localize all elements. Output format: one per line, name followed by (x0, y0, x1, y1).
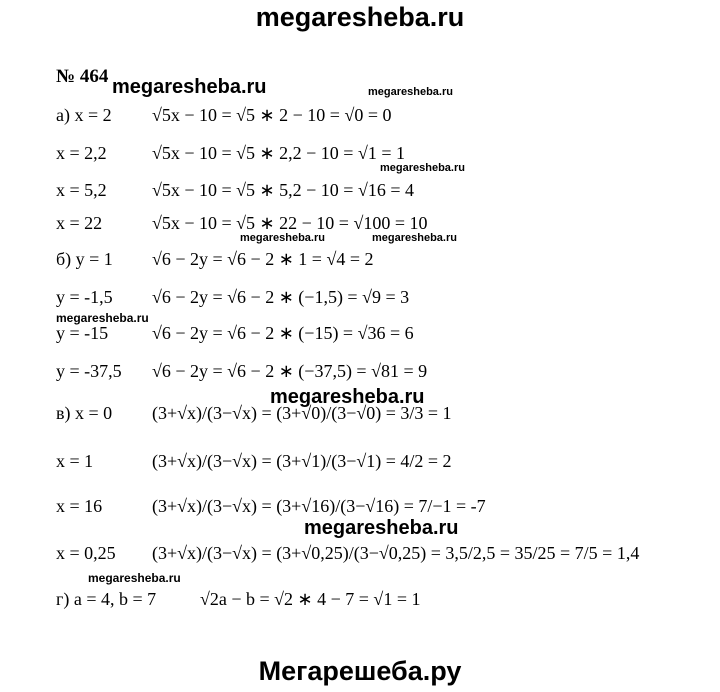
problem-label: x = 22 (56, 213, 103, 233)
problem-expression: (3+√x)/(3−√x) = (3+√1)/(3−√1) = 4/2 = 2 (152, 451, 452, 471)
watermark: megaresheba.ru (240, 232, 325, 244)
problem-label: y = -15 (56, 323, 109, 343)
watermark: megaresheba.ru (270, 386, 425, 408)
watermark: megaresheba.ru (56, 311, 149, 325)
watermark: megaresheba.ru (88, 571, 181, 585)
problem-label: y = -37,5 (56, 361, 122, 381)
watermark: megaresheba.ru (380, 162, 465, 174)
watermark: megaresheba.ru (372, 232, 457, 244)
watermark: megaresheba.ru (304, 517, 459, 539)
problem-label: y = -1,5 (56, 287, 113, 307)
footer-watermark: Мегарешеба.ру (258, 656, 462, 686)
problem-label: в) x = 0 (56, 403, 113, 423)
header-watermark: megaresheba.ru (255, 2, 465, 32)
watermark: megaresheba.ru (368, 86, 453, 98)
problem-expression: √2a − b = √2 ∗ 4 − 7 = √1 = 1 (200, 589, 421, 609)
problem-expression: (3+√x)/(3−√x) = (3+√0,25)/(3−√0,25) = 3,5/2,5 = 35/25 = 7/5 = 1,4 (152, 543, 640, 563)
problem-label: x = 5,2 (56, 180, 107, 200)
problem-expression: √6 − 2y = √6 − 2 ∗ (−15) = √36 = 6 (152, 323, 414, 343)
problem-label: x = 16 (56, 496, 103, 516)
problem-expression: (3+√x)/(3−√x) = (3+√0)/(3−√0) = 3/3 = 1 (152, 403, 452, 423)
problem-expression: √6 − 2y = √6 − 2 ∗ 1 = √4 = 2 (152, 249, 374, 269)
problem-label: б) y = 1 (56, 249, 113, 269)
problem-label: x = 0,25 (56, 543, 116, 563)
problem-expression: (3+√x)/(3−√x) = (3+√16)/(3−√16) = 7/−1 = -7 (152, 496, 486, 516)
problem-label: x = 2,2 (56, 143, 107, 163)
problem-expression: √5x − 10 = √5 ∗ 2,2 − 10 = √1 = 1 (152, 143, 405, 163)
problem-expression: √6 − 2y = √6 − 2 ∗ (−1,5) = √9 = 3 (152, 287, 410, 307)
problem-expression: √5x − 10 = √5 ∗ 22 − 10 = √100 = 10 (152, 213, 428, 233)
problem-number: № 464 (56, 66, 109, 87)
watermark: megaresheba.ru (112, 76, 267, 98)
problem-label: г) a = 4, b = 7 (56, 589, 157, 609)
problem-expression: √5x − 10 = √5 ∗ 5,2 − 10 = √16 = 4 (152, 180, 414, 200)
problem-expression: √5x − 10 = √5 ∗ 2 − 10 = √0 = 0 (152, 105, 392, 125)
problem-label: x = 1 (56, 451, 94, 471)
problem-expression: √6 − 2y = √6 − 2 ∗ (−37,5) = √81 = 9 (152, 361, 428, 381)
problem-label: а) x = 2 (56, 105, 112, 125)
